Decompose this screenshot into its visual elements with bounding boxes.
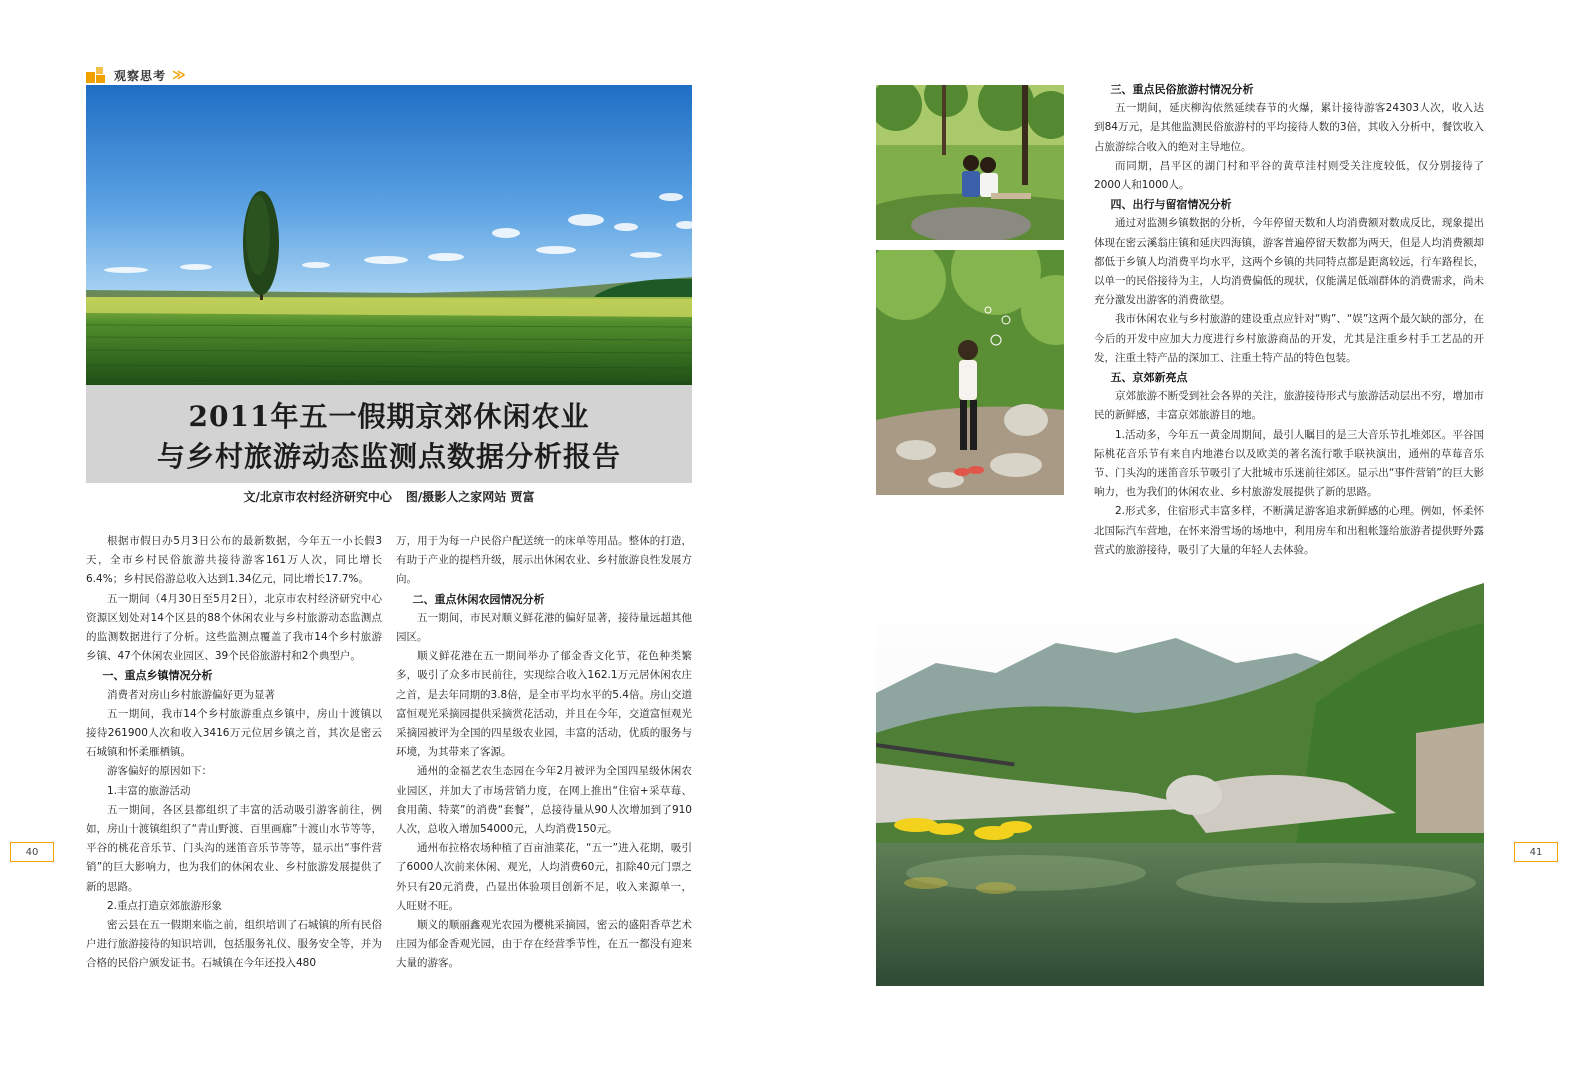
section-heading: 一、重点乡镇情况分析 [102,669,213,683]
byline-photographer: 图/摄影人之家网站 贾富 [405,490,535,504]
paragraph: 密云县在五一假期来临之前，组织培训了石城镇的所有民俗户进行旅游接待的知识培训，包括服务礼仪、服务安全等，并为合格的民俗户颁发证书。石城镇在今年还投入480 [86,919,382,970]
photo-mountain-lake [876,583,1484,986]
paragraph: 顺义鲜花港在五一期间举办了郁金香文化节，花色种类繁多，吸引了众多市民前往，实现综合收入162.1万元居休闲农庄之首，是去年同期的3.8倍，是全市平均水平的5.4倍。房山交道富恒观光采摘园提供采摘赏花活动，并且在今年，交道富恒观光采摘园被评为全国的四星级农业园，丰富的活动，优质的服务与环境，为其带来了客源。 [396,650,692,759]
page-number-right: 41 [1514,842,1558,862]
section-logo-icon [86,67,108,83]
section-heading: 四、出行与留宿情况分析 [1110,198,1232,212]
paragraph: 通过对监测乡镇数据的分析，今年停留天数和人均消费额对数成反比，现象提出体现在密云溪翁庄镇和延庆四海镇，游客普遍停留天数都为两天，但是人均消费额却都低于乡镇人均消费平均水平，这两个乡镇的共同特点都是距离较远，行车路程长，以单一的民俗接待为主，人均消费偏低的现状，仅能满足低端群体的消费需求，尚未充分激发出游客的消费欲望。 [1094,217,1484,307]
article-title-line-2: 与乡村旅游动态监测点数据分析报告 [156,440,621,473]
text-column-3 [1094,80,1484,560]
paragraph: 五一期间，各区县都组织了丰富的活动吸引游客前往，例如，房山十渡镇组织了“青山野渡、百里画廊”十渡山水节等等，平谷的桃花音乐节、门头沟的迷笛音乐节等等，显示出“事件营销”的巨大影响力，也为我们的休闲农业、乡村旅游发展提供了新的思路。 [86,803,382,893]
byline-author: 文/北京市农村经济研究中心 [243,490,392,504]
hero-photo-field [86,85,692,385]
paragraph: 1.活动多，今年五一黄金周期间，最引人瞩目的是三大音乐节扎堆郊区。平谷国际桃花音乐节有来自内地港台以及欧美的著名流行歌手联袂演出，通州的草莓音乐节、门头沟的迷笛音乐节吸引了大批城市乐迷前往郊区。显示出“事件营销”的巨大影响力，也为我们的休闲农业、乡村旅游发展提供了新的思路。 [1094,428,1484,499]
photo-girl-bubbles [876,250,1064,495]
paragraph: 通州布拉格农场种植了百亩油菜花，“五一”进入花期，吸引了6000人次前来休闲、观光，人均消费60元，扣除40元门票之外只有20元消费，凸显出体验项目创新不足，收入来源单一，人旺财不旺。 [396,842,692,912]
paragraph: 京郊旅游不断受到社会各界的关注，旅游接待形式与旅游活动层出不穷，增加市民的新鲜感，丰富京郊旅游目的地。 [1094,390,1484,422]
photo-people-sitting [876,85,1064,240]
paragraph: 1.丰富的旅游活动 [107,784,191,797]
title-band [86,385,692,483]
paragraph: 五一期间，市民对顺义鲜花港的偏好显著，接待量远超其他园区。 [396,611,692,644]
byline [86,488,692,505]
text-column-1 [86,532,382,974]
article-title-line-1: 2011年五一假期京郊休闲农业 [188,400,590,433]
section-label: 观察思考 [114,68,167,83]
page-number-left: 40 [10,842,54,862]
paragraph: 而同期，昌平区的湖门村和平谷的黄草洼村则受关注度较低，仅分别接待了2000人和1000人。 [1094,159,1484,192]
paragraph: 五一期间，延庆柳沟依然延续春节的火爆，累计接待游客24303人次，收入达到84万元，是其他监测民俗旅游村的平均接待人数的3倍，其收入分析中，餐饮收入占旅游综合收入的绝对主导地位。 [1094,102,1484,153]
section-heading: 三、重点民俗旅游村情况分析 [1110,83,1254,96]
paragraph: 万，用于为每一户民俗户配送统一的床单等用品。整体的打造，有助于产业的提档升级，展示出休闲农业、乡村旅游良性发展方向。 [396,535,692,586]
double-chevron-icon: ≫ [172,67,183,83]
paragraph: 五一期间（4月30日至5月2日），北京市农村经济研究中心资源区划处对14个区县的88个休闲农业与乡村旅游动态监测点的监测数据进行了分析。这些监测点覆盖了我市14个乡村旅游乡镇、47个休闲农业园区、39个民俗旅游村和2个典型户。 [86,592,382,663]
section-header [86,66,183,84]
section-heading: 二、重点休闲农园情况分析 [412,592,545,606]
paragraph: 通州的金福艺农生态园在今年2月被评为全国四星级休闲农业园区，并加大了市场营销力度，在网上推出“住宿+采草莓、食用菌、特菜”的消费“套餐”，总接待量从90人次增加到了910人次，总收入增加54000元，人均消费150元。 [396,765,692,836]
paragraph: 我市休闲农业与乡村旅游的建设重点应针对“购”、“娱”这两个最欠缺的部分，在今后的开发中应加大力度进行乡村旅游商品的开发，尤其是注重乡村手工艺品的开发，注重土特产品的深加工、注重土特产品的特色包装。 [1094,313,1484,364]
text-column-2 [396,532,692,974]
paragraph: 五一期间，我市14个乡村旅游重点乡镇中，房山十渡镇以接待261900人次和收入3416万元位居乡镇之首，其次是密云石城镇和怀柔雁栖镇。 [86,707,382,759]
paragraph: 消费者对房山乡村旅游偏好更为显著 [107,688,275,701]
paragraph: 游客偏好的原因如下： [107,765,212,778]
paragraph: 2.重点打造京郊旅游形象 [107,899,223,912]
paragraph: 顺义的顺丽鑫观光农园为樱桃采摘园，密云的盛阳香草艺术庄园为郁金香观光园，由于存在经营季节性，在五一都没有迎来大量的游客。 [396,919,692,970]
paragraph: 根据市假日办5月3日公布的最新数据，今年五一小长假3天，全市乡村民俗旅游共接待游客161万人次，同比增长6.4%；乡村民俗游总收入达到1.34亿元，同比增长17.7%。 [86,535,382,586]
section-heading: 五、京郊新亮点 [1110,371,1188,385]
paragraph: 2.形式多，住宿形式丰富多样，不断满足游客追求新鲜感的心理。例如，怀柔怀北国际汽车营地，在怀来滑雪场的场地中，利用房车和出租帐篷给旅游者提供野外露营式的旅游接待，吸引了大量的年轻人去体验。 [1094,505,1484,556]
